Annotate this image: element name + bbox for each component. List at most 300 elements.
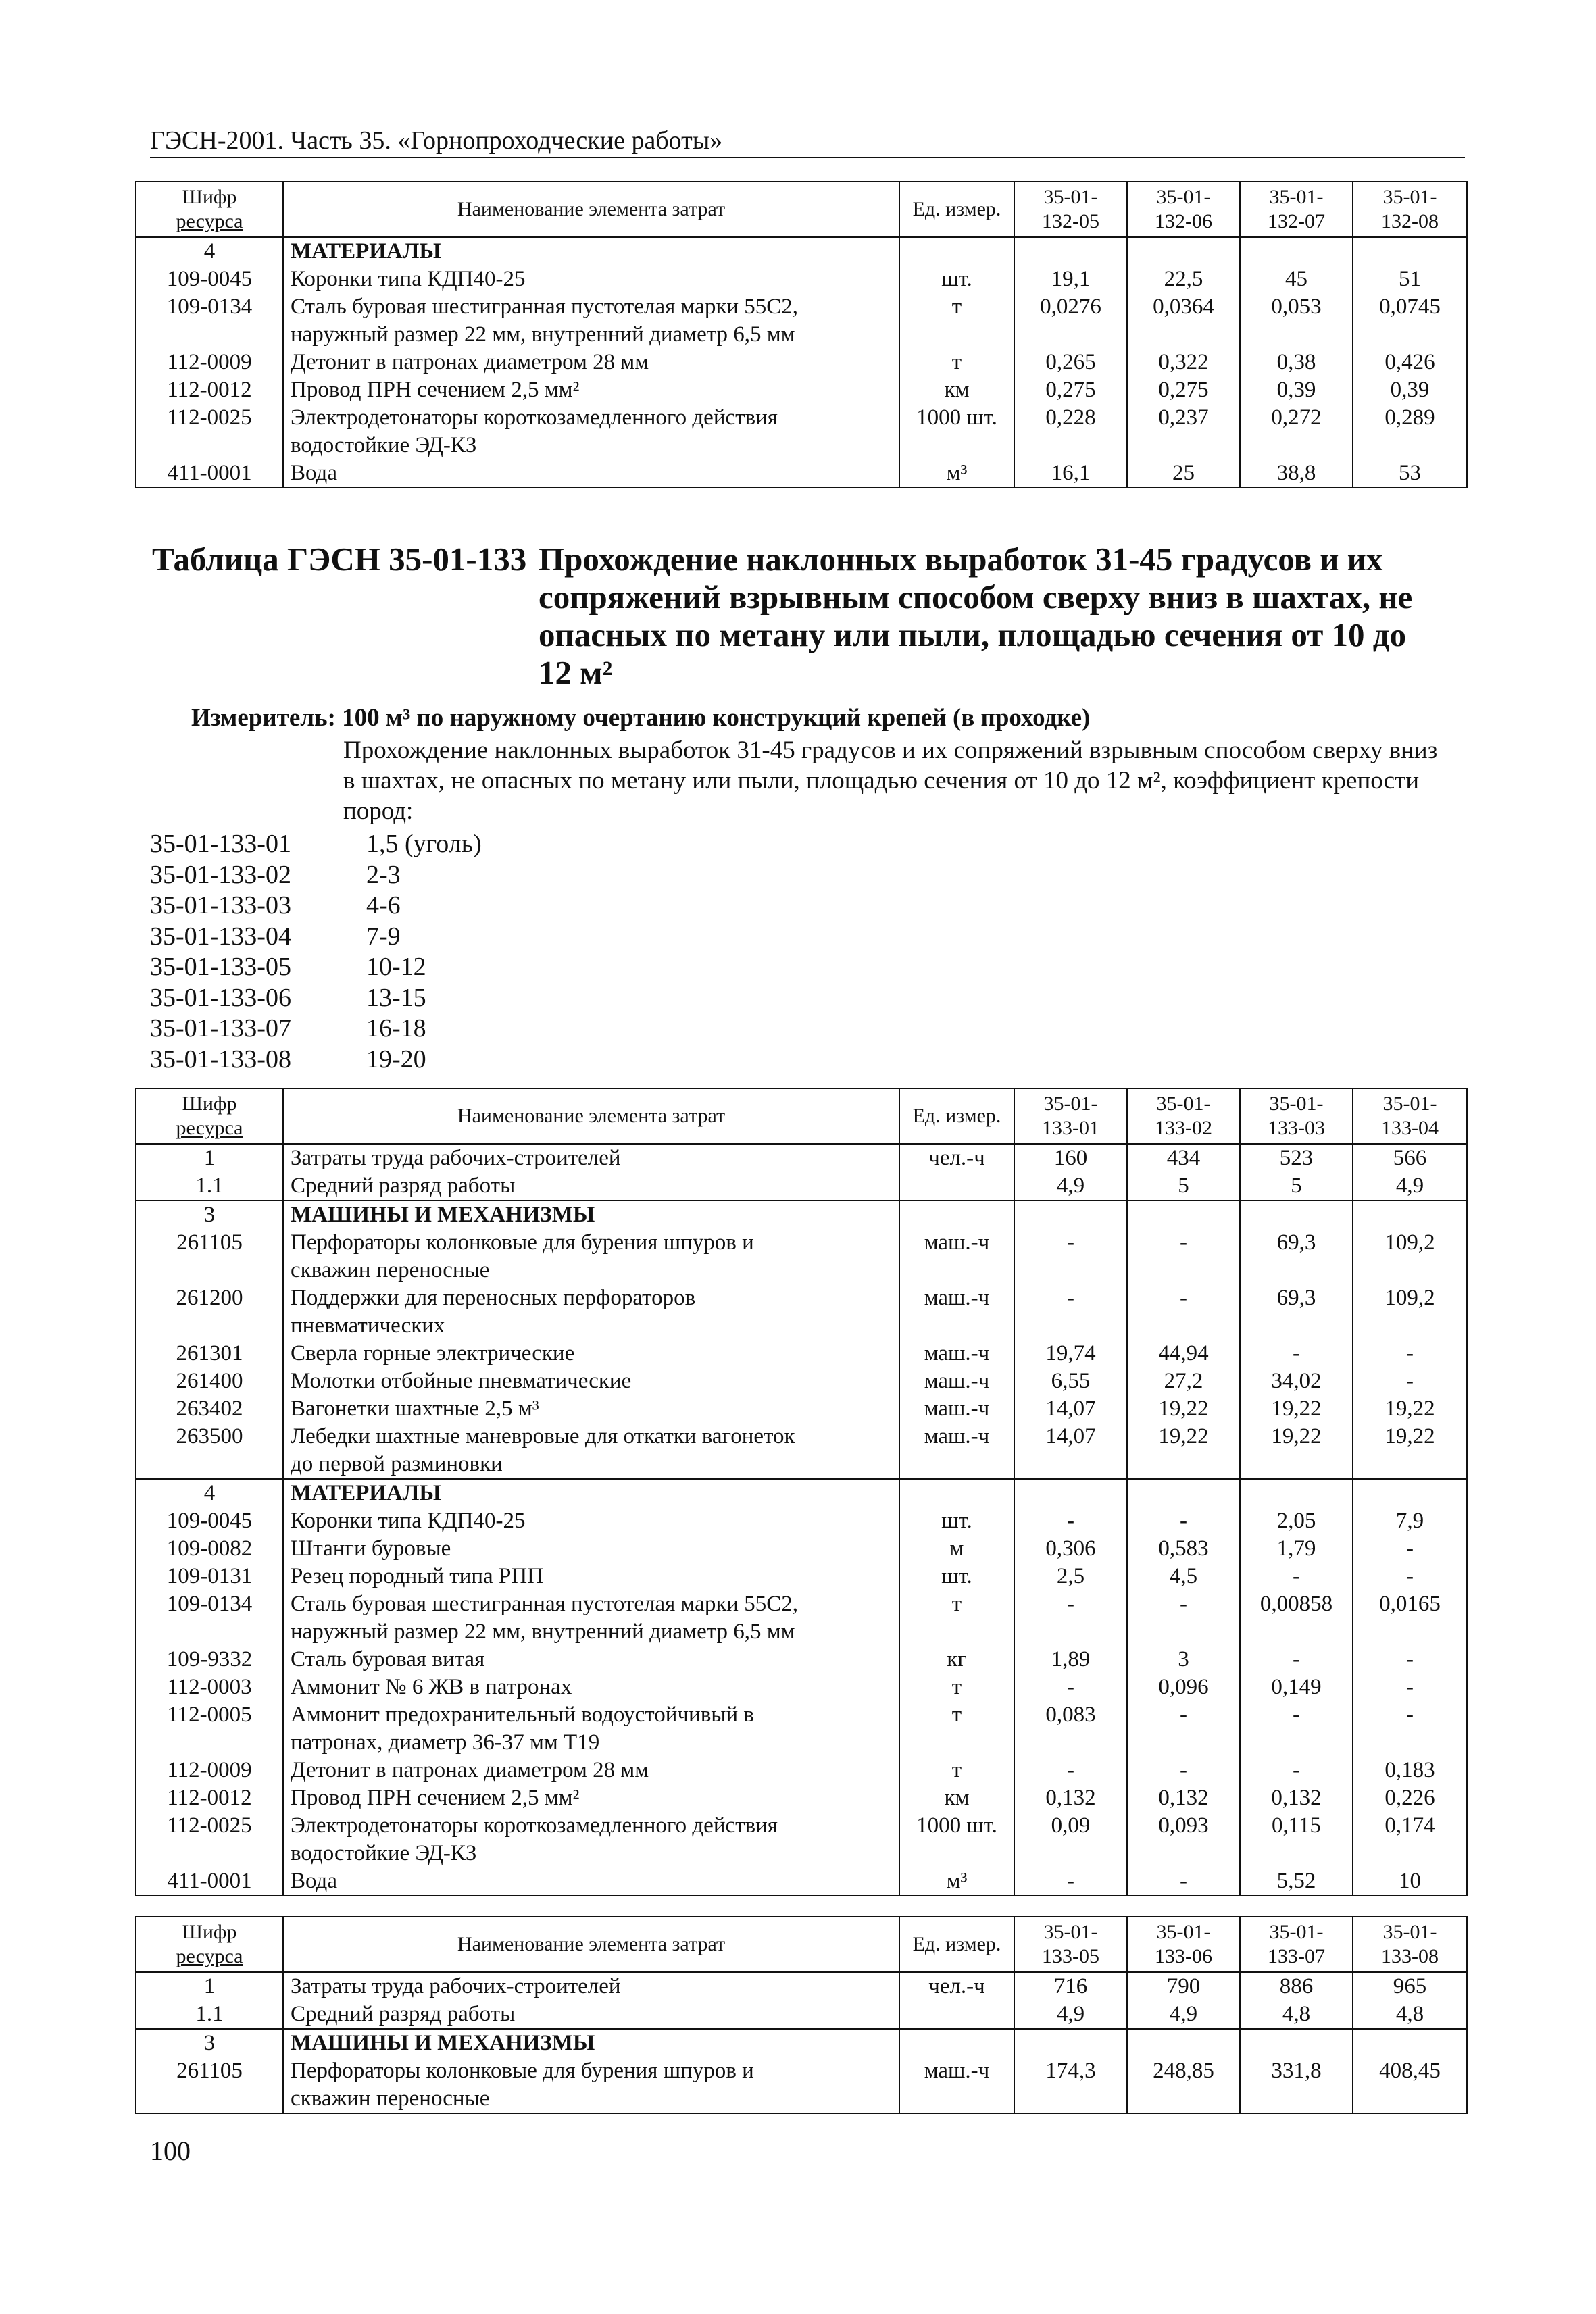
resource-name (283, 293, 899, 349)
resource-unit: т (899, 293, 1014, 349)
header-unit: Ед. измер. (899, 1917, 1014, 1972)
resource-name-line: водостойкие ЭД-КЗ (291, 1841, 477, 1865)
norm-code: 35-01-133-03 (150, 891, 291, 920)
norm-code: 35-01-133-08 (150, 1045, 291, 1074)
resource-unit (899, 1479, 1014, 1507)
code-list-item (150, 952, 482, 983)
header-column-line: 35-01- (1156, 1921, 1211, 1943)
resource-value: - (1353, 1367, 1467, 1395)
resource-value: 4,5 (1127, 1563, 1240, 1590)
resource-value: 19,74 (1014, 1340, 1127, 1367)
code-list-item (150, 890, 482, 922)
header-column-line: 35-01- (1156, 1092, 1211, 1115)
table-row (136, 1590, 1467, 1646)
resource-value (1014, 1479, 1127, 1507)
header-column-code (1353, 1917, 1467, 1972)
resource-table-132 (135, 181, 1468, 488)
resource-code: 411-0001 (136, 459, 283, 488)
resource-value (1240, 237, 1353, 266)
resource-name-line: Вода (291, 461, 337, 485)
resource-value: 51 (1353, 266, 1467, 293)
resource-code: 3 (136, 2029, 283, 2057)
table-row (136, 1507, 1467, 1535)
table-header-row (136, 182, 1467, 237)
resource-value (1353, 1201, 1467, 1229)
resource-value: 4,9 (1014, 1172, 1127, 1201)
header-code-line: Шифр (182, 1921, 237, 1943)
resource-value: 1,79 (1240, 1535, 1353, 1563)
resource-value: 3 (1127, 1646, 1240, 1674)
resource-value: 0,053 (1240, 293, 1353, 349)
rock-hardness-value: 1,5 (уголь) (366, 830, 482, 858)
table-row (136, 1972, 1467, 2001)
header-column-line: 35-01- (1043, 1092, 1098, 1115)
resource-value: - (1127, 1590, 1240, 1646)
header-column-code (1127, 182, 1240, 237)
resource-name (283, 1229, 899, 1284)
header-column-line: 133-04 (1381, 1117, 1439, 1139)
resource-name (283, 1590, 899, 1646)
table-row (136, 293, 1467, 349)
resource-name-line: наружный размер 22 мм, внутренний диаметр 6,5 мм (291, 1619, 795, 1644)
resource-name-line: Детонит в патронах диаметром 28 мм (291, 1758, 649, 1782)
resource-value: 160 (1014, 1144, 1127, 1172)
resource-name (283, 1367, 899, 1395)
resource-value: - (1127, 1701, 1240, 1757)
header-code-line: ресурса (176, 1945, 243, 1967)
resource-value: - (1127, 1284, 1240, 1340)
resource-value: 0,38 (1240, 349, 1353, 376)
resource-value (1014, 237, 1127, 266)
resource-code: 112-0012 (136, 376, 283, 404)
table-row (136, 1535, 1467, 1563)
resource-name-line: Средний разряд работы (291, 2002, 516, 2026)
resource-name-line: МАТЕРИАЛЫ (291, 239, 441, 263)
resource-unit: маш.-ч (899, 1423, 1014, 1479)
table-row (136, 1757, 1467, 1784)
header-code (136, 1088, 283, 1144)
resource-code: 263402 (136, 1395, 283, 1423)
resource-code: 261105 (136, 2057, 283, 2113)
resource-value: 14,07 (1014, 1395, 1127, 1423)
header-column-line: 35-01- (1382, 186, 1437, 208)
resource-unit (899, 1172, 1014, 1201)
header-column-line: 133-03 (1268, 1117, 1325, 1139)
resource-value: - (1240, 1563, 1353, 1590)
resource-value (1127, 1201, 1240, 1229)
table-description: Прохождение наклонных выработок 31-45 градусов и их сопряжений взрывным способом сверху вниз в шахтах, не опасных по метану или пыли, площадью сечения от 10 до 12 м², коэффициент крепости пород: (343, 736, 1438, 825)
resource-value: 0,183 (1353, 1757, 1467, 1784)
resource-code: 1.1 (136, 1172, 283, 1201)
header-column-code (1240, 182, 1353, 237)
resource-name-line: Аммонит № 6 ЖВ в патронах (291, 1675, 572, 1699)
resource-name-line: Затраты труда рабочих-строителей (291, 1146, 621, 1170)
resource-unit: т (899, 349, 1014, 376)
resource-value: 69,3 (1240, 1229, 1353, 1284)
resource-code: 112-0003 (136, 1674, 283, 1701)
resource-code: 4 (136, 237, 283, 266)
table-row (136, 1144, 1467, 1172)
resource-value: 0,306 (1014, 1535, 1127, 1563)
resource-name-line: Лебедки шахтные маневровые для откатки вагонеток (291, 1424, 795, 1449)
header-column-code (1240, 1917, 1353, 1972)
header-column-code (1240, 1088, 1353, 1144)
header-name: Наименование элемента затрат (283, 1917, 899, 1972)
resource-value: 523 (1240, 1144, 1353, 1172)
resource-code: 1 (136, 1972, 283, 2001)
resource-name-line: патронах, диаметр 36-37 мм Т19 (291, 1730, 600, 1755)
resource-value: 4,9 (1127, 2001, 1240, 2029)
resource-value: 174,3 (1014, 2057, 1127, 2113)
header-column-line: 133-05 (1042, 1945, 1099, 1967)
header-code-line: ресурса (176, 1117, 243, 1139)
norm-code: 35-01-133-07 (150, 1014, 291, 1042)
resource-unit (899, 1201, 1014, 1229)
resource-value: - (1240, 1646, 1353, 1674)
resource-name (283, 1701, 899, 1757)
header-column-code (1127, 1088, 1240, 1144)
resource-value: 0,0165 (1353, 1590, 1467, 1646)
table-row (136, 1701, 1467, 1757)
resource-unit: шт. (899, 1507, 1014, 1535)
header-unit: Ед. измер. (899, 182, 1014, 237)
resource-value: 0,0364 (1127, 293, 1240, 349)
resource-value: 0,426 (1353, 349, 1467, 376)
resource-value (1014, 1201, 1127, 1229)
resource-name-line: Коронки типа КДП40-25 (291, 1509, 526, 1533)
resource-value: - (1240, 1757, 1353, 1784)
resource-name (283, 2029, 899, 2057)
table-row (136, 1340, 1467, 1367)
resource-value: 38,8 (1240, 459, 1353, 488)
table-row (136, 2057, 1467, 2113)
resource-value: 0,39 (1240, 376, 1353, 404)
resource-name-line: Электродетонаторы короткозамедленного действия (291, 1813, 778, 1838)
resource-value (1014, 2029, 1127, 2057)
header-column-line: 133-08 (1381, 1945, 1439, 1967)
resource-value: 5 (1127, 1172, 1240, 1201)
resource-value: 965 (1353, 1972, 1467, 2001)
resource-name (283, 1284, 899, 1340)
table-row (136, 1784, 1467, 1812)
resource-value: 0,096 (1127, 1674, 1240, 1701)
resource-value: 408,45 (1353, 2057, 1467, 2113)
table-row (136, 1229, 1467, 1284)
resource-value: 7,9 (1353, 1507, 1467, 1535)
header-code-line: Шифр (182, 186, 237, 208)
header-name: Наименование элемента затрат (283, 1088, 899, 1144)
resource-name (283, 1972, 899, 2001)
resource-value: 434 (1127, 1144, 1240, 1172)
resource-name-line: скважин переносные (291, 2086, 490, 2111)
resource-name-line: Коронки типа КДП40-25 (291, 267, 526, 291)
header-column-line: 132-08 (1381, 210, 1439, 232)
resource-code: 109-0045 (136, 266, 283, 293)
resource-value: - (1014, 1229, 1127, 1284)
resource-unit: маш.-ч (899, 1229, 1014, 1284)
norm-code: 35-01-133-04 (150, 922, 291, 951)
resource-value: 27,2 (1127, 1367, 1240, 1395)
resource-value: 19,22 (1353, 1423, 1467, 1479)
resource-name-line: Провод ПРН сечением 2,5 мм² (291, 1786, 580, 1810)
resource-unit: м³ (899, 459, 1014, 488)
header-column-line: 35-01- (1043, 1921, 1098, 1943)
header-column-line: 35-01- (1382, 1092, 1437, 1115)
resource-name (283, 1479, 899, 1507)
resource-value: - (1127, 1229, 1240, 1284)
resource-unit: м (899, 1535, 1014, 1563)
resource-name-line: Сталь буровая шестигранная пустотелая марки 55С2, (291, 1592, 799, 1616)
resource-value (1127, 1479, 1240, 1507)
resource-name (283, 2001, 899, 2029)
resource-value: - (1127, 1867, 1240, 1896)
resource-name (283, 1395, 899, 1423)
resource-value: 0,174 (1353, 1812, 1467, 1867)
running-header: ГЭСН-2001. Часть 35. «Горнопроходческие работы» (150, 126, 723, 155)
table-header-row (136, 1917, 1467, 1972)
resource-unit (899, 2029, 1014, 2057)
header-name: Наименование элемента затрат (283, 182, 899, 237)
resource-code: 112-0009 (136, 1757, 283, 1784)
resource-value: 4,9 (1014, 2001, 1127, 2029)
resource-code: 109-0134 (136, 1590, 283, 1646)
header-column-code (1014, 182, 1127, 237)
table-row (136, 1479, 1467, 1507)
table-row (136, 349, 1467, 376)
resource-name-line: Поддержки для переносных перфораторов (291, 1286, 696, 1310)
resource-value: 0,132 (1014, 1784, 1127, 1812)
resource-name (283, 376, 899, 404)
resource-name-line: Вода (291, 1869, 337, 1893)
resource-code: 261400 (136, 1367, 283, 1395)
table-row (136, 376, 1467, 404)
resource-name (283, 1340, 899, 1367)
resource-value: - (1014, 1590, 1127, 1646)
resource-value: 4,9 (1353, 1172, 1467, 1201)
header-unit: Ед. измер. (899, 1088, 1014, 1144)
resource-name (283, 1172, 899, 1201)
code-list-item (150, 922, 482, 953)
resource-unit: маш.-ч (899, 1340, 1014, 1367)
resource-name (283, 1674, 899, 1701)
resource-code: 3 (136, 1201, 283, 1229)
resource-value: 0,275 (1127, 376, 1240, 404)
resource-value: 44,94 (1127, 1340, 1240, 1367)
header-column-line: 133-01 (1042, 1117, 1099, 1139)
table-row (136, 1423, 1467, 1479)
resource-code: 109-0131 (136, 1563, 283, 1590)
resource-code: 4 (136, 1479, 283, 1507)
header-column-code (1014, 1917, 1127, 1972)
resource-value (1240, 1201, 1353, 1229)
resource-value: 0,272 (1240, 404, 1353, 459)
resource-name-line: пневматических (291, 1313, 445, 1338)
resource-value: 0,115 (1240, 1812, 1353, 1867)
resource-value: 109,2 (1353, 1284, 1467, 1340)
resource-value: 14,07 (1014, 1423, 1127, 1479)
resource-name-line: Штанги буровые (291, 1536, 451, 1561)
resource-code: 1 (136, 1144, 283, 1172)
resource-value: 2,5 (1014, 1563, 1127, 1590)
resource-name-line: Провод ПРН сечением 2,5 мм² (291, 378, 580, 402)
resource-name (283, 2057, 899, 2113)
resource-unit: маш.-ч (899, 2057, 1014, 2113)
resource-value: 19,22 (1240, 1423, 1353, 1479)
resource-value (1353, 237, 1467, 266)
resource-value: 10 (1353, 1867, 1467, 1896)
resource-value: - (1014, 1867, 1127, 1896)
header-code (136, 182, 283, 237)
resource-name (283, 1784, 899, 1812)
resource-value: 19,22 (1127, 1423, 1240, 1479)
resource-value: 790 (1127, 1972, 1240, 2001)
table-header-row (136, 1088, 1467, 1144)
resource-value: 109,2 (1353, 1229, 1467, 1284)
resource-name (283, 349, 899, 376)
resource-value: 331,8 (1240, 2057, 1353, 2113)
resource-value: 69,3 (1240, 1284, 1353, 1340)
resource-code: 109-0134 (136, 293, 283, 349)
resource-value: 25 (1127, 459, 1240, 488)
table-row (136, 1563, 1467, 1590)
header-column-line: 132-06 (1155, 210, 1212, 232)
resource-unit: т (899, 1674, 1014, 1701)
resource-value: 248,85 (1127, 2057, 1240, 2113)
resource-name (283, 1757, 899, 1784)
resource-unit (899, 237, 1014, 266)
header-column-line: 35-01- (1269, 186, 1324, 208)
resource-value: 0,322 (1127, 349, 1240, 376)
resource-value: 5 (1240, 1172, 1353, 1201)
resource-name-line: Затраты труда рабочих-строителей (291, 1974, 621, 1998)
resource-value: 53 (1353, 459, 1467, 488)
resource-value: 0,083 (1014, 1701, 1127, 1757)
resource-value: 0,132 (1127, 1784, 1240, 1812)
rock-hardness-value: 13-15 (366, 983, 426, 1012)
resource-value: 0,093 (1127, 1812, 1240, 1867)
rock-hardness-value: 10-12 (366, 953, 426, 981)
resource-unit: маш.-ч (899, 1395, 1014, 1423)
resource-value: 19,22 (1353, 1395, 1467, 1423)
resource-name-line: Электродетонаторы короткозамедленного действия (291, 405, 778, 430)
resource-value: - (1353, 1646, 1467, 1674)
resource-value: 16,1 (1014, 459, 1127, 488)
code-list-item (150, 983, 482, 1014)
resource-value: 22,5 (1127, 266, 1240, 293)
table-row (136, 1812, 1467, 1867)
table-row (136, 237, 1467, 266)
resource-value: - (1014, 1674, 1127, 1701)
table-row (136, 1172, 1467, 1201)
resource-value: - (1353, 1535, 1467, 1563)
resource-value: 0,149 (1240, 1674, 1353, 1701)
resource-value: 0,09 (1014, 1812, 1127, 1867)
resource-unit (899, 2001, 1014, 2029)
resource-name-line: скважин переносные (291, 1258, 490, 1282)
resource-name (283, 1646, 899, 1674)
resource-code: 261200 (136, 1284, 283, 1340)
resource-value: 5,52 (1240, 1867, 1353, 1896)
resource-unit: чел.-ч (899, 1972, 1014, 2001)
resource-value (1353, 2029, 1467, 2057)
rock-hardness-value: 4-6 (366, 891, 401, 920)
table-row (136, 1367, 1467, 1395)
resource-name-line: МАТЕРИАЛЫ (291, 1481, 441, 1505)
resource-value: 19,22 (1127, 1395, 1240, 1423)
code-list-item (150, 1045, 482, 1076)
resource-name-line: Аммонит предохранительный водоустойчивый в (291, 1703, 754, 1727)
resource-code: 109-0045 (136, 1507, 283, 1535)
header-column-line: 35-01- (1043, 186, 1098, 208)
resource-name-line: Сталь буровая шестигранная пустотелая марки 55С2, (291, 295, 799, 319)
resource-unit: кг (899, 1646, 1014, 1674)
resource-name (283, 1507, 899, 1535)
resource-name-line: Перфораторы колонковые для бурения шпуров и (291, 2059, 754, 2083)
resource-value: - (1353, 1674, 1467, 1701)
resource-unit: т (899, 1701, 1014, 1757)
resource-name-line: Средний разряд работы (291, 1174, 516, 1198)
resource-value: 566 (1353, 1144, 1467, 1172)
resource-value: 1,89 (1014, 1646, 1127, 1674)
header-column-line: 35-01- (1156, 186, 1211, 208)
resource-name (283, 1144, 899, 1172)
header-column-line: 35-01- (1269, 1921, 1324, 1943)
resource-unit: маш.-ч (899, 1284, 1014, 1340)
resource-unit: 1000 шт. (899, 404, 1014, 459)
resource-value: 0,39 (1353, 376, 1467, 404)
table-row (136, 2029, 1467, 2057)
resource-value: - (1240, 1340, 1353, 1367)
resource-value: 886 (1240, 1972, 1353, 2001)
resource-unit: т (899, 1757, 1014, 1784)
rock-hardness-value: 2-3 (366, 860, 401, 889)
resource-name (283, 237, 899, 266)
header-column-code (1127, 1917, 1240, 1972)
resource-value: 0,237 (1127, 404, 1240, 459)
table-title-text: Прохождение наклонных выработок 31-45 градусов и их сопряжений взрывным способом сверху вниз в шахтах, не опасных по метану или пыли, площадью сечения от 10 до 12 м² (539, 540, 1413, 691)
code-list (150, 829, 482, 1075)
resource-name (283, 1867, 899, 1896)
table-row (136, 1646, 1467, 1674)
table-row (136, 1867, 1467, 1896)
code-list-item (150, 829, 482, 860)
resource-name-line: МАШИНЫ И МЕХАНИЗМЫ (291, 1203, 595, 1227)
resource-value: 0,0276 (1014, 293, 1127, 349)
resource-name-line: Детонит в патронах диаметром 28 мм (291, 350, 649, 374)
table-row (136, 459, 1467, 488)
resource-value: 716 (1014, 1972, 1127, 2001)
resource-value: 0,265 (1014, 349, 1127, 376)
resource-code: 411-0001 (136, 1867, 283, 1896)
resource-name (283, 1423, 899, 1479)
resource-code: 112-0025 (136, 1812, 283, 1867)
resource-unit: км (899, 376, 1014, 404)
resource-value: 2,05 (1240, 1507, 1353, 1535)
resource-table-133-05-08 (135, 1916, 1468, 2114)
header-code-line: Шифр (182, 1092, 237, 1115)
resource-value: 34,02 (1240, 1367, 1353, 1395)
resource-name (283, 1201, 899, 1229)
table-row (136, 1674, 1467, 1701)
table-row (136, 266, 1467, 293)
resource-code: 263500 (136, 1423, 283, 1479)
resource-value: 0,132 (1240, 1784, 1353, 1812)
norm-code: 35-01-133-06 (150, 983, 291, 1012)
table-title-label: Таблица ГЭСН 35-01-133 (152, 540, 527, 578)
page-number: 100 (150, 2136, 191, 2166)
resource-code: 261301 (136, 1340, 283, 1367)
table-row (136, 2001, 1467, 2029)
